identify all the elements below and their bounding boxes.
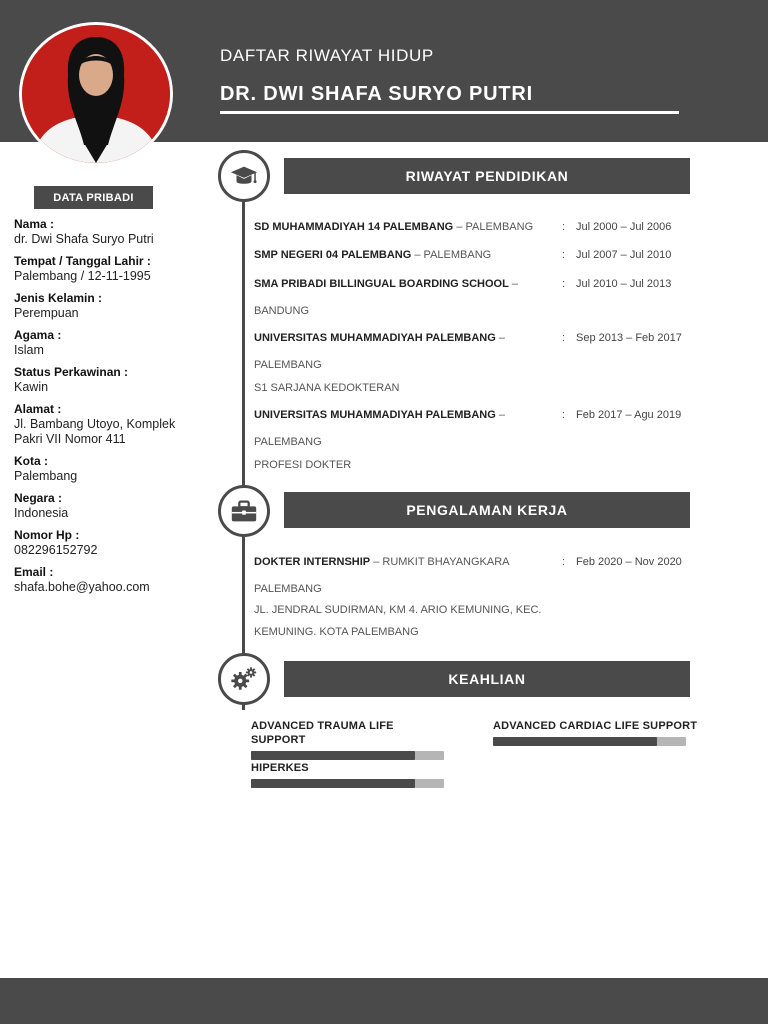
field-address xyxy=(14,402,204,447)
skills-header: KEAHLIAN xyxy=(284,661,690,697)
field-phone xyxy=(14,528,204,558)
field-label: Email : xyxy=(14,565,54,579)
work-address: JL. JENDRAL SUDIRMAN, KM 4. ARIO KEMUNING, KEC. KEMUNING. KOTA PALEMBANG xyxy=(254,604,542,638)
gears-icon xyxy=(218,653,270,705)
dash: – xyxy=(498,409,505,421)
briefcase-icon xyxy=(218,485,270,537)
field-country xyxy=(14,491,204,521)
colon: : xyxy=(562,556,566,568)
place: PALEMBANG xyxy=(465,221,534,233)
document-title: DAFTAR RIWAYAT HIDUP xyxy=(220,46,434,65)
period: Sep 2013 – Feb 2017 xyxy=(576,332,682,344)
period: Feb 2017 – Agu 2019 xyxy=(576,409,682,421)
person-name: DR. DWI SHAFA SURYO PUTRI xyxy=(220,83,533,105)
place: PALEMBANG xyxy=(254,583,322,595)
skill-name: HIPERKES xyxy=(251,762,309,774)
colon: : xyxy=(562,332,566,344)
institution: UNIVERSITAS MUHAMMADIYAH PALEMBANG xyxy=(254,332,496,344)
colon: : xyxy=(562,278,566,290)
field-value: dr. Dwi Shafa Suryo Putri xyxy=(14,232,154,246)
name-underline xyxy=(220,111,679,114)
footer-band xyxy=(0,978,768,1024)
place: PALEMBANG xyxy=(423,249,492,261)
education-header: RIWAYAT PENDIDIKAN xyxy=(284,158,690,194)
profile-photo xyxy=(19,22,173,166)
skill-bar-fill xyxy=(251,751,415,760)
skill-name: ADVANCED CARDIAC LIFE SUPPORT xyxy=(493,720,698,732)
field-value: Islam xyxy=(14,343,44,357)
colon: : xyxy=(562,409,566,421)
institution: SD MUHAMMADIYAH 14 PALEMBANG xyxy=(254,221,454,233)
dash: – xyxy=(511,278,519,290)
field-label: Negara : xyxy=(14,491,63,505)
organization: RUMKIT BHAYANGKARA xyxy=(382,556,510,568)
field-value: Jl. Bambang Utoyo, Komplek Pakri VII Nomor 411 xyxy=(14,417,176,446)
skill-bar xyxy=(251,751,444,760)
skill-item xyxy=(493,719,703,746)
institution: UNIVERSITAS MUHAMMADIYAH PALEMBANG xyxy=(254,409,496,421)
field-city xyxy=(14,454,204,484)
period: Jul 2000 – Jul 2006 xyxy=(576,221,672,233)
field-label: Nama : xyxy=(14,217,55,231)
dash: – xyxy=(498,332,505,344)
dash: – xyxy=(414,249,421,261)
skill-name: ADVANCED TRAUMA LIFE SUPPORT xyxy=(251,720,394,746)
field-value: Palembang xyxy=(14,469,78,483)
degree: PROFESI DOKTER xyxy=(254,459,352,471)
place: PALEMBANG xyxy=(254,436,322,448)
field-value: Kawin xyxy=(14,380,49,394)
education-item xyxy=(254,277,694,319)
field-value: shafa.bohe@yahoo.com xyxy=(14,580,150,594)
field-label: Status Perkawinan : xyxy=(14,365,129,379)
education-item xyxy=(254,331,694,396)
dash: – xyxy=(456,221,463,233)
field-value: Indonesia xyxy=(14,506,69,520)
field-label: Tempat / Tanggal Lahir : xyxy=(14,254,151,268)
field-label: Nomor Hp : xyxy=(14,528,80,542)
job-role: DOKTER INTERNSHIP xyxy=(254,556,371,568)
period: Jul 2007 – Jul 2010 xyxy=(576,249,672,261)
institution: SMA PRIBADI BILLINGUAL BOARDING SCHOOL xyxy=(254,278,509,290)
field-label: Kota : xyxy=(14,454,48,468)
period: Jul 2010 – Jul 2013 xyxy=(576,278,672,290)
personal-data-list xyxy=(14,217,204,602)
experience-header: PENGALAMAN KERJA xyxy=(284,492,690,528)
field-label: Jenis Kelamin : xyxy=(14,291,103,305)
field-email xyxy=(14,565,204,595)
degree: S1 SARJANA KEDOKTERAN xyxy=(254,382,400,394)
colon: : xyxy=(562,249,566,261)
field-name xyxy=(14,217,204,247)
graduation-cap-icon xyxy=(218,150,270,202)
skill-bar xyxy=(251,779,444,788)
period: Feb 2020 – Nov 2020 xyxy=(576,556,682,568)
field-birth xyxy=(14,254,204,284)
skill-bar-fill xyxy=(251,779,415,788)
institution: SMP NEGERI 04 PALEMBANG xyxy=(254,249,412,261)
skill-bar xyxy=(493,737,686,746)
place: BANDUNG xyxy=(254,305,310,317)
field-label: Agama : xyxy=(14,328,62,342)
education-item xyxy=(254,220,694,235)
personal-data-badge: DATA PRIBADI xyxy=(34,186,153,209)
skill-item xyxy=(251,761,451,788)
skill-item xyxy=(251,719,451,760)
education-item xyxy=(254,408,694,473)
field-value: Perempuan xyxy=(14,306,79,320)
field-gender xyxy=(14,291,204,321)
field-value: Palembang / 12-11-1995 xyxy=(14,269,151,283)
skill-bar-fill xyxy=(493,737,657,746)
place: PALEMBANG xyxy=(254,359,322,371)
timeline-line xyxy=(242,150,245,710)
colon: : xyxy=(562,221,566,233)
field-marital xyxy=(14,365,204,395)
field-value: 082296152792 xyxy=(14,543,98,557)
dash: – xyxy=(373,556,380,568)
education-item xyxy=(254,248,694,263)
experience-item xyxy=(254,555,694,643)
field-religion xyxy=(14,328,204,358)
field-label: Alamat : xyxy=(14,402,62,416)
